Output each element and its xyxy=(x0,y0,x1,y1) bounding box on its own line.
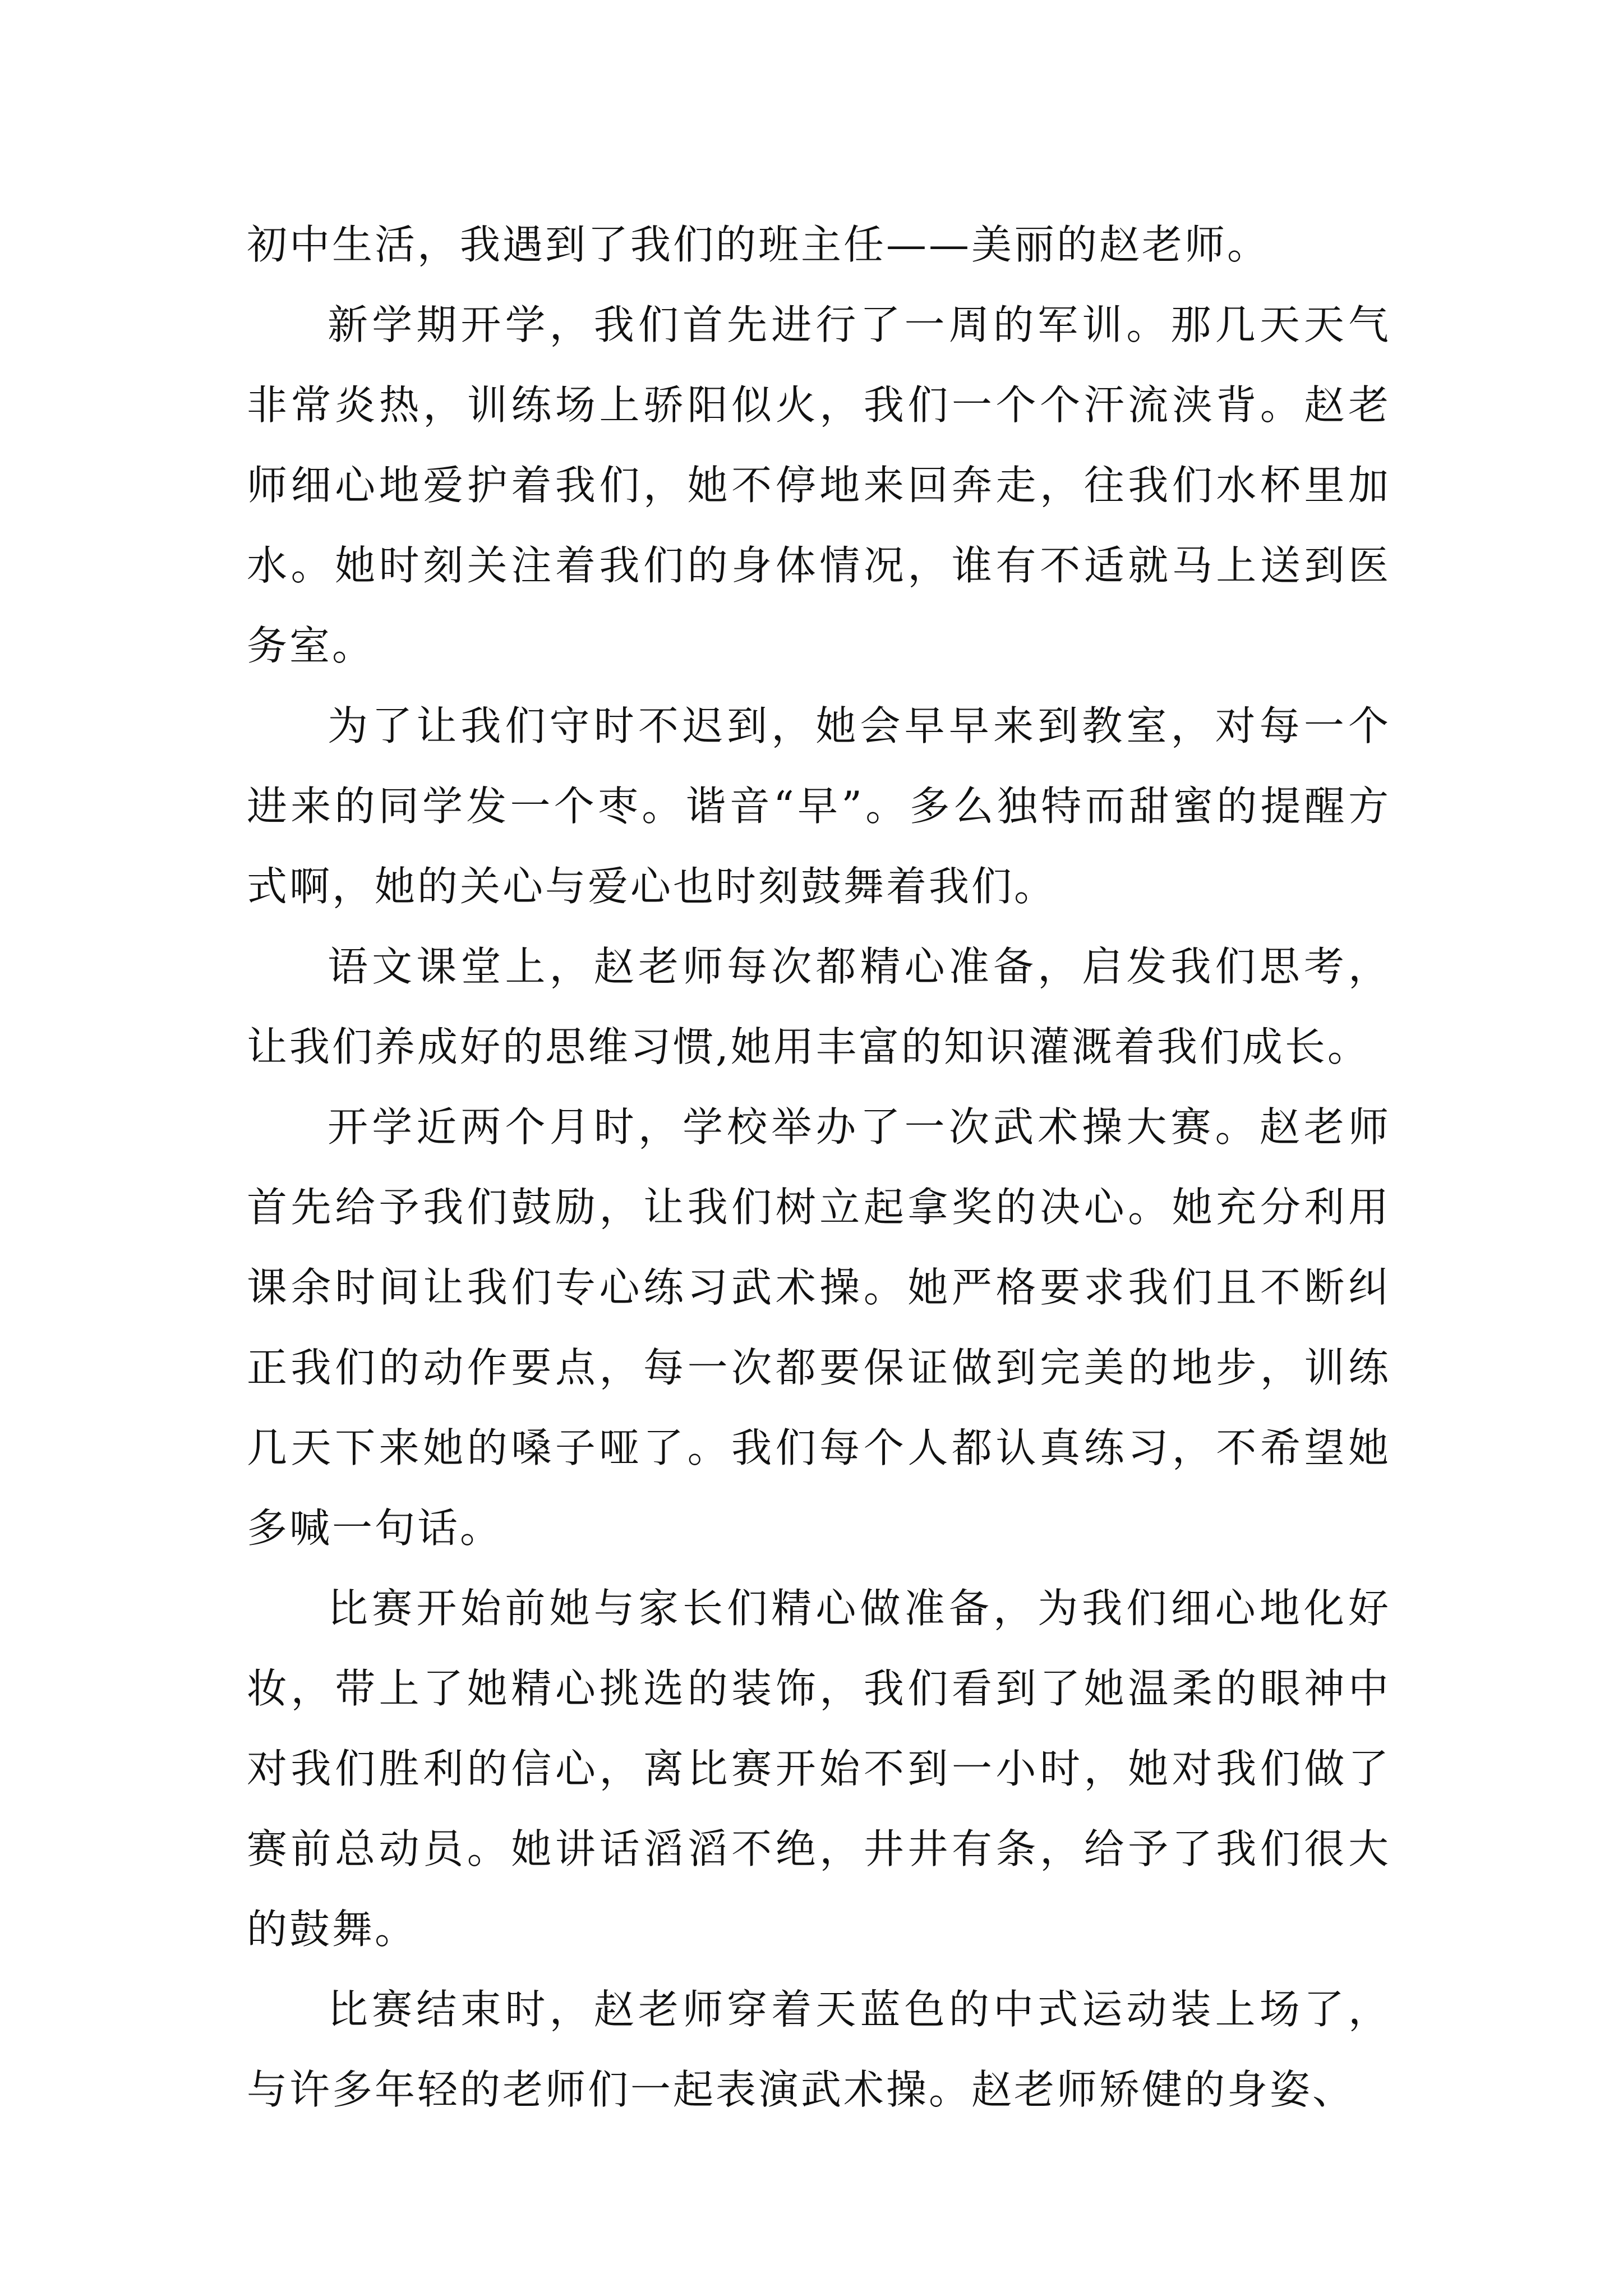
paragraph-6: 比赛开始前她与家长们精心做准备，为我们细心地化好妆，带上了她精心挑选的装饰，我们看到了她温柔的眼神中对我们胜利的信心，离比赛开始不到一小时，她对我们做了赛前总动员。她讲话滔滔不绝，井井有条，给予了我们很大的鼓舞。 xyxy=(247,1585,1391,1953)
paragraph-5: 开学近两个月时，学校举办了一次武术操大赛。赵老师首先给予我们鼓励，让我们树立起拿奖的决心。她充分利用课余时间让我们专心练习武术操。她严格要求我们且不断纠正我们的动作要点，每一次都要保证做到完美的地步，训练几天下来她的嗓子哑了。我们每个人都认真练习，不希望她多喊一句话。 xyxy=(247,1103,1391,1552)
document-body xyxy=(247,205,1391,2130)
paragraph-2: 新学期开学，我们首先进行了一周的军训。那几天天气非常炎热，训练场上骄阳似火，我们一个个汗流浃背。赵老师细心地爱护着我们，她不停地来回奔走，往我们水杯里加水。她时刻关注着我们的身体情况，谁有不适就马上送到医务室。 xyxy=(247,301,1391,669)
paragraph-3: 为了让我们守时不迟到，她会早早来到教室，对每一个进来的同学发一个枣。谐音“早”。多么独特而甜蜜的提醒方式啊，她的关心与爱心也时刻鼓舞着我们。 xyxy=(247,702,1391,910)
paragraph-1: 初中生活，我遇到了我们的班主任——美丽的赵老师。 xyxy=(247,221,1270,268)
paragraph-7: 比赛结束时，赵老师穿着天蓝色的中式运动装上场了，与许多年轻的老师们一起表演武术操。赵老师矫健的身姿、 xyxy=(247,1986,1391,2113)
paragraph-4: 语文课堂上，赵老师每次都精心准备，启发我们思考，让我们养成好的思维习惯,她用丰富的知识灌溉着我们成长。 xyxy=(247,943,1391,1070)
